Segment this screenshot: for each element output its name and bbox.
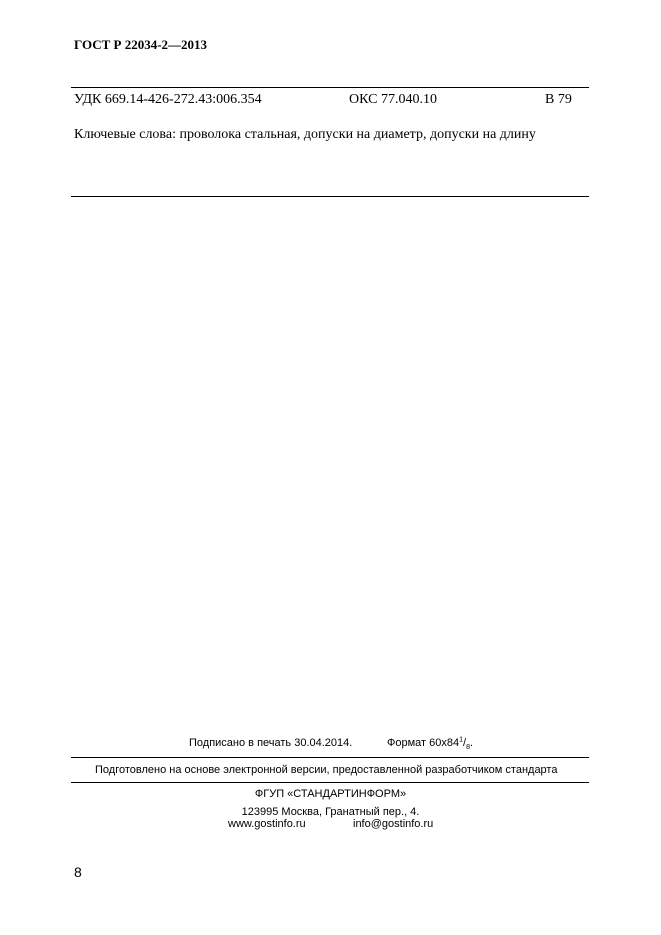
udk-code: УДК 669.14-426-272.43:006.354 (74, 92, 262, 107)
email-link[interactable]: info@gostinfo.ru (353, 818, 434, 830)
print-format-label: Формат 60х84 (387, 737, 460, 749)
publisher-name: ФГУП «СТАНДАРТИНФОРМ» (254, 788, 407, 800)
keywords-divider (71, 196, 589, 197)
document-id: ГОСТ Р 22034-2—2013 (74, 37, 208, 52)
print-format-numerator: 1 (459, 736, 464, 744)
prepared-note: Подготовлено на основе электронной версии, предоставленной разработчиком стандарта (95, 764, 558, 776)
print-format: Формат $60х84^1/_8$. (387, 736, 474, 752)
oks-code: ОКС 77.040.10 (349, 92, 437, 107)
keywords: Ключевые слова: проволока стальная, допуски на диаметр, допуски на длину (74, 127, 536, 142)
imprint-bottom-divider (71, 782, 589, 783)
page-number: 8 (74, 864, 82, 880)
imprint-top-divider (71, 757, 589, 758)
top-divider (71, 87, 589, 88)
signed-date: Подписано в печать 30.04.2014. (189, 737, 353, 749)
class-code: В 79 (545, 92, 572, 107)
publisher-address: 123995 Москва, Гранатный пер., 4. (241, 806, 420, 818)
print-format-end: . (469, 737, 474, 749)
website-link[interactable]: www.gostinfo.ru (228, 818, 306, 830)
print-format-denominator: 8 (466, 744, 470, 752)
